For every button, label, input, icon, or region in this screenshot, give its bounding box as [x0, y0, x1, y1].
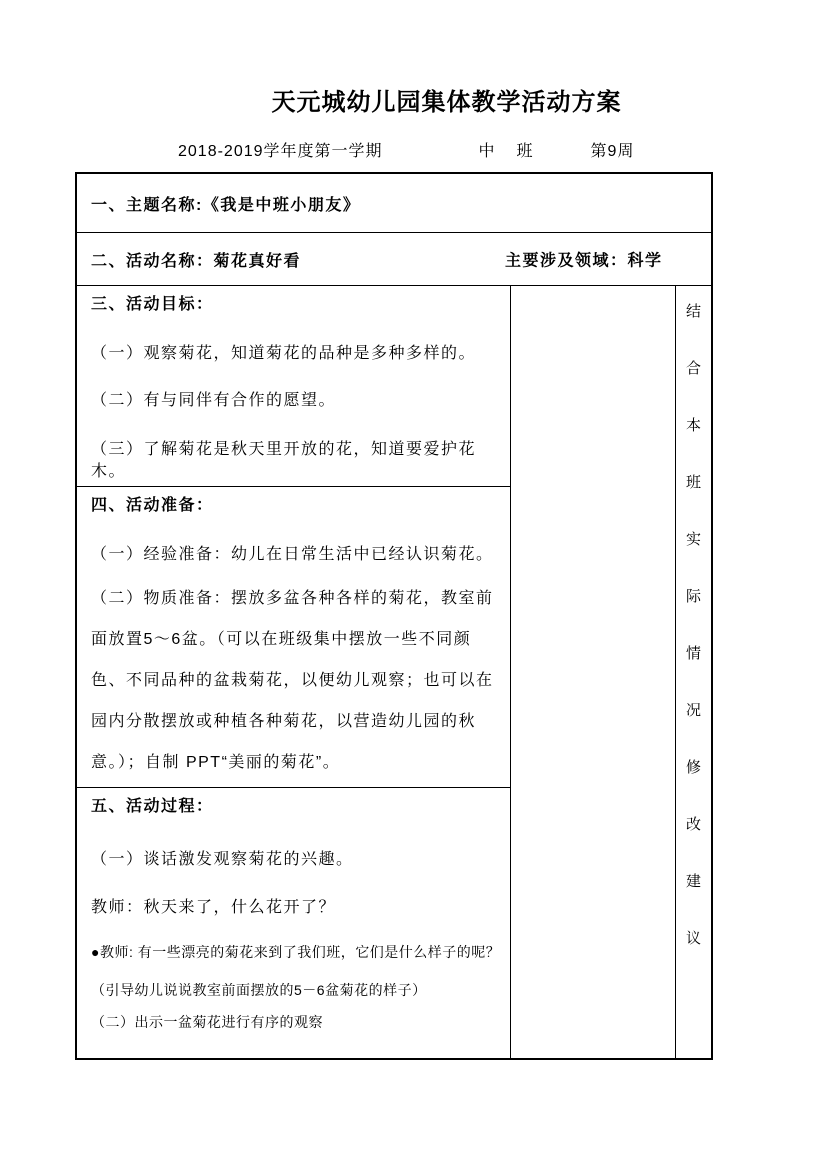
theme-row [77, 174, 711, 233]
term-label: 2018-2019学年度第一学期 [178, 143, 383, 160]
process-heading: 五、活动过程： [91, 798, 214, 815]
preparation-item: （二）物质准备：摆放多盆各种各样的菊花，教室前面放置5～6盆。（可以在班级集中摆放一些不同颜色、不同品种的盆栽菊花，以便幼儿观察；也可以在园内分散摆放或种植各种菊花，以营造幼儿园的秋意。）；自制 PPT“美丽的菊花”。 [91, 590, 494, 771]
process-item: 教师：秋天来了，什么花开了？ [91, 899, 337, 916]
preparation-heading: 四、活动准备： [91, 497, 214, 514]
theme-name-label: 一、主题名称:《我是中班小朋友》 [91, 196, 361, 214]
activity-name-label: 二、活动名称：菊花真好看 [91, 252, 302, 270]
goal-item: （一）观察菊花，知道菊花的品种是多种多样的。 [91, 345, 477, 362]
activity-row [77, 233, 711, 286]
process-item: ●教师: 有一些漂亮的菊花来到了我们班，它们是什么样子的呢？ [91, 944, 501, 960]
page-title: 天元城幼儿园集体教学活动方案 [271, 89, 622, 116]
subtitle-row [178, 138, 634, 161]
side-note-column [676, 286, 711, 1058]
preparation-cell [77, 487, 510, 788]
goals-heading: 三、活动目标： [91, 296, 214, 313]
week-label: 第9周 [590, 143, 635, 160]
goal-item: （三）了解菊花是秋天里开放的花，知道要爱护花木。 [91, 441, 477, 480]
process-item: （一）谈话激发观察菊花的兴趣。 [91, 851, 354, 868]
side-note-text: 结 合 本 班 实 际 情 况 修 改 建 议 [685, 303, 701, 947]
revision-notes-cell [511, 286, 676, 1058]
activity-domain-label: 主要涉及领域：科学 [505, 252, 663, 270]
goals-cell [77, 286, 510, 487]
process-cell [77, 788, 510, 1058]
class-label: 中 班 [478, 143, 536, 160]
lesson-plan-table [75, 172, 713, 1060]
process-item: （引导幼儿说说教室前面摆放的5－6盆菊花的样子） [91, 982, 427, 998]
preparation-item: （一）经验准备：幼儿在日常生活中已经认识菊花。 [91, 546, 494, 563]
process-item: （二）出示一盆菊花进行有序的观察 [91, 1014, 323, 1030]
goal-item: （二）有与同伴有合作的愿望。 [91, 392, 337, 409]
table-body-row [77, 286, 711, 1058]
main-content-column [77, 286, 511, 1058]
